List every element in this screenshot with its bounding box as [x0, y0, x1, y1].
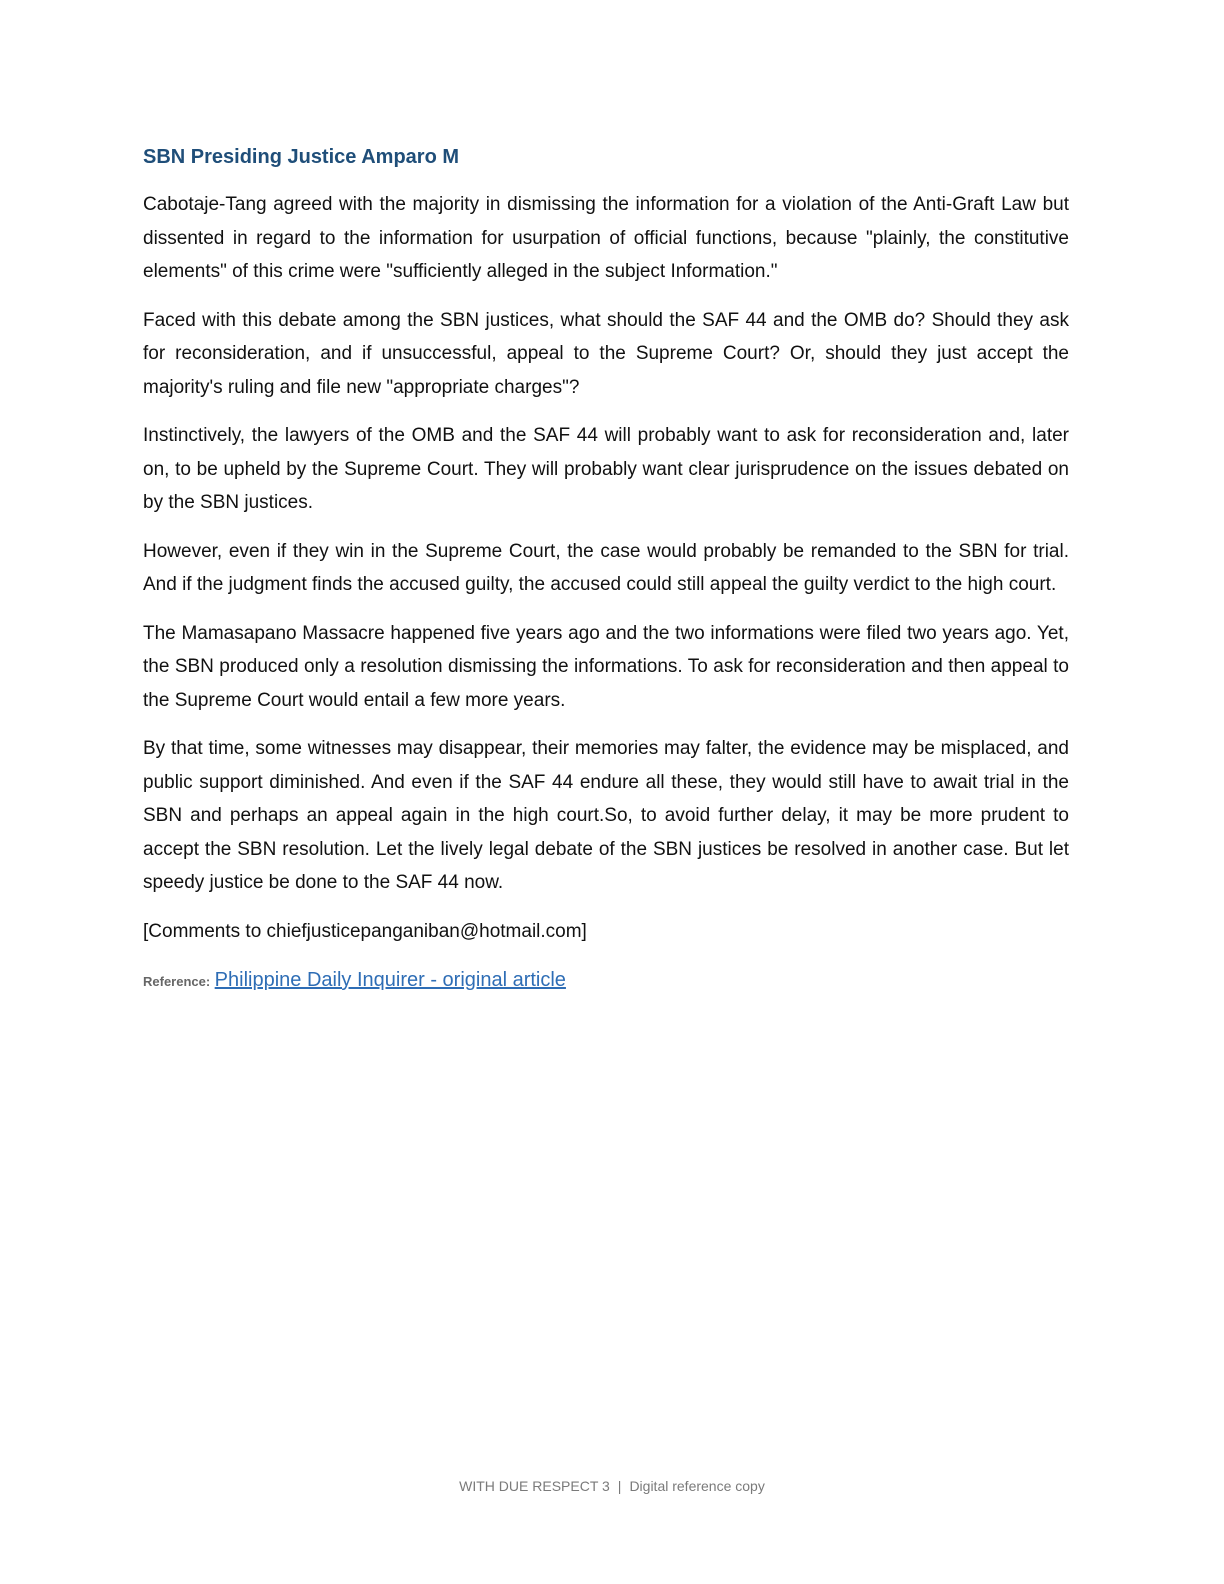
paragraph-2: Faced with this debate among the SBN justices, what should the SAF 44 and the OMB do? Should they ask for reconsideration, and if unsuccessful, appeal to the Supreme Court? Or, should they just accept the majority's ruling and file new "appropriate charges"?: [143, 309, 1069, 398]
section-heading: SBN Presiding Justice Amparo M: [143, 146, 459, 168]
paragraph-6: By that time, some witnesses may disappear, their memories may falter, the evidence may be misplaced, and public support diminished. And even if the SAF 44 endure all these, they would still have to await trial in the SBN and perhaps an appeal again in the high court.So, to avoid further delay, it may be more prudent to accept the SBN resolution. Let the lively legal debate of the SBN justices be resolved in another case. But let speedy justice be done to the SAF 44 now.: [143, 738, 1069, 893]
reference-line: [143, 963, 1069, 999]
footer-separator: |: [617, 1478, 622, 1494]
reference-link[interactable]: Philippine Daily Inquirer - original article: [214, 969, 566, 991]
page-footer: [0, 1478, 1224, 1494]
paragraph-5: The Mamasapano Massacre happened five years ago and the two informations were filed two years ago. Yet, the SBN produced only a resolution dismissing the informations. To ask for reconsideration and then appeal to the Supreme Court would entail a few more years.: [143, 622, 1069, 711]
comments-email-line: [Comments to chiefjusticepanganiban@hotmail.com]: [143, 920, 587, 942]
paragraph-4: However, even if they win in the Supreme Court, the case would probably be remanded to the SBN for trial. And if the judgment finds the accused guilty, the accused could still appeal the guilty verdict to the high court.: [143, 540, 1069, 595]
footer-copy-label: Digital reference copy: [629, 1478, 765, 1494]
paragraph-1: Cabotaje-Tang agreed with the majority in dismissing the information for a violation of the Anti-Graft Law but dissented in regard to the information for usurpation of official functions, because "plainly, the constitutive elements" of this crime were "sufficiently alleged in the subject Information.": [143, 194, 1069, 282]
document-body: [143, 140, 1069, 999]
reference-label: Reference:: [143, 974, 211, 989]
paragraph-3: Instinctively, the lawyers of the OMB and the SAF 44 will probably want to ask for reconsideration and, later on, to be upheld by the Supreme Court. They will probably want clear jurisprudence on the issues debated on by the SBN justices.: [143, 425, 1069, 513]
footer-page-label: WITH DUE RESPECT 3: [459, 1478, 610, 1494]
